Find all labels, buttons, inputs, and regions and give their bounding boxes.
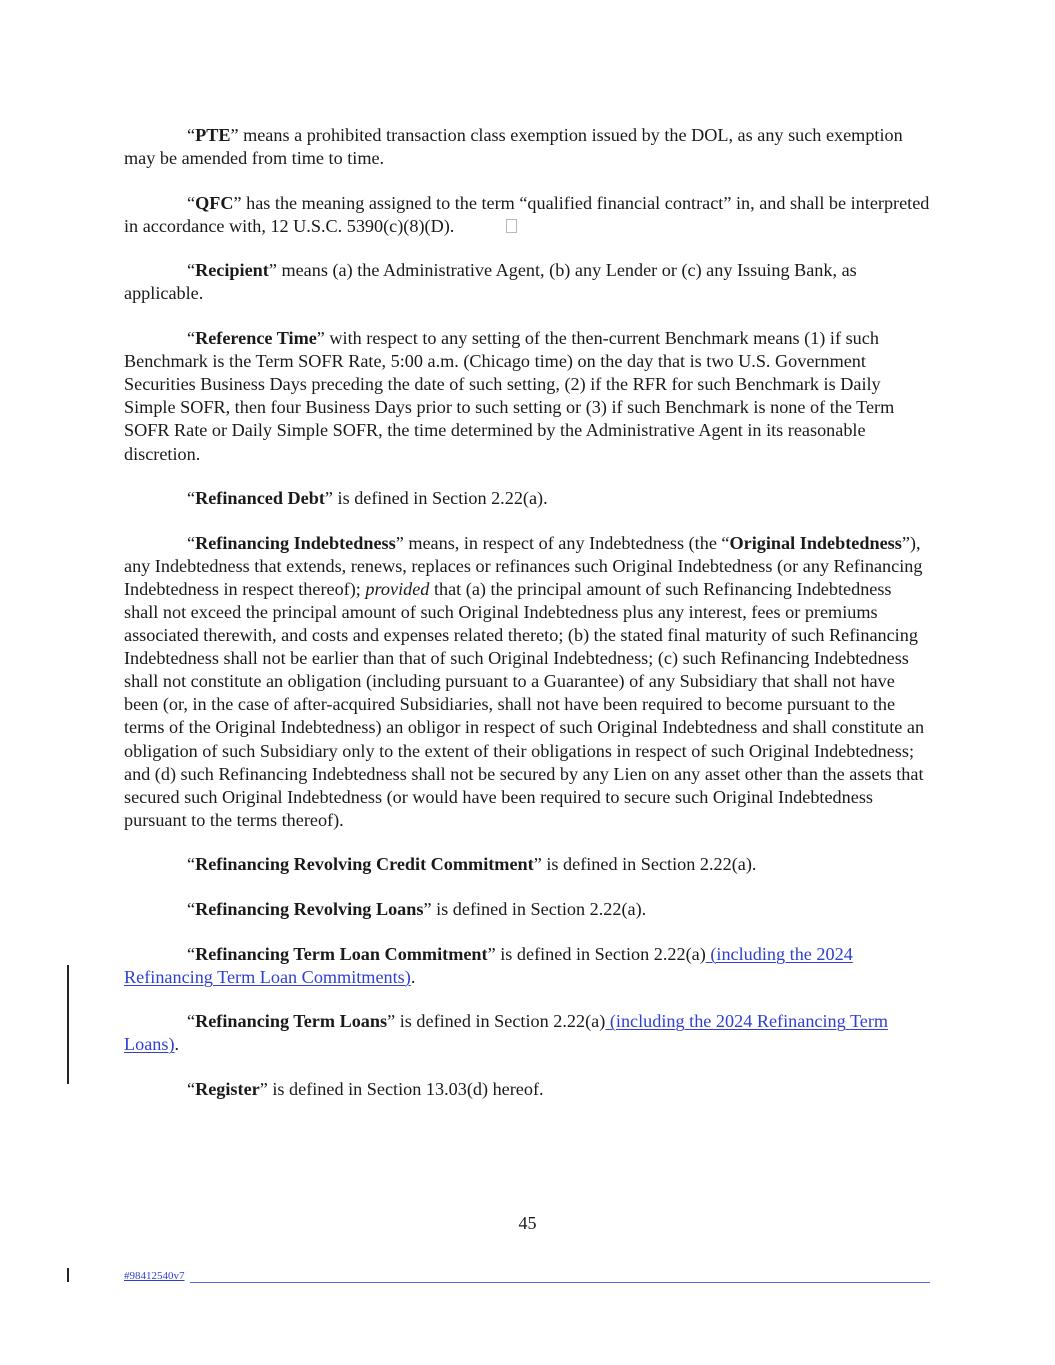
definition-refinancing-revolving-credit-commitment: “Refinancing Revolving Credit Commitment” is defined in Section 2.22(a).: [187, 854, 757, 875]
definition-text: is defined in Section 2.22(a).: [541, 854, 757, 875]
definition-text: is defined in Section 13.03(d) hereof.: [267, 1079, 544, 1099]
definition-refinancing-term-loan-commitment: “Refinancing Term Loan Commitment” is defined in Section 2.22(a) (including the 2024 Refinancing Term Loan Commitments).: [124, 943, 853, 987]
definition-text: means a prohibited transaction class exemption issued by the DOL, as any such exemption may be amended from time to time.: [124, 125, 903, 169]
definition-text: has the meaning assigned to the term “qualified financial contract” in, and shall be interpreted in accordance with, 12 U.S.C. 5390(c)(8)(D).: [124, 192, 930, 236]
definition-text: is defined in Section 2.22(a): [495, 943, 706, 964]
definition-refinancing-term-loans: “Refinancing Term Loans” is defined in Section 2.22(a) (including the 2024 Refinancing Term Loans).: [124, 1011, 889, 1055]
footer-document-id: #98412540v7: [124, 1270, 185, 1282]
definition-reference-time: “Reference Time” with respect to any setting of the then-current Benchmark means (1) if such Benchmark is the Term SOFR Rate, 5:00 a.m. (Chicago time) on the day that is two U.S. Government Securities Business Days preceding the date of such setting, (2) if the RFR for such Benchmark is Daily Simple SOFR, then four Business Days prior to such setting or (3) if such Benchmark is none of the Term SOFR Rate or Daily Simple SOFR, the time determined by the Administrative Agent in its reasonable discretion.: [124, 328, 895, 464]
defined-term: Refinanced Debt: [195, 488, 325, 509]
change-bar: [67, 1268, 69, 1282]
definition-refinanced-debt: “Refinanced Debt” is defined in Section 2.22(a).: [187, 488, 548, 509]
inserted-text: (including the 2024 Refinancing Term Loans): [124, 1011, 889, 1055]
definition-text: that (a) the principal amount of such Refinancing Indebtedness shall not exceed the principal amount of such Original Indebtedness plus any interest, fees or premiums associated therewith, and costs and expenses related thereto; (b) the stated final maturity of such Refinancing Indebtedness shall not be earlier than that of such Original Indebtedness; (c) such Refinancing Indebtedness shall not constitute an obligation (including pursuant to a Guarantee) of any Subsidiary that shall not have been (or, in the case of after-acquired Subsidiaries, shall not have been required to become pursuant to the terms of the Original Indebtedness) an obligor in respect of such Original Indebtedness and shall constitute an obligation of such Subsidiary only to the extent of their obligations in respect of such Original Indebtedness; and (d) such Refinancing Indebtedness shall not be secured by any Lien on any asset other than the assets that secured such Original Indebtedness (or would have been required to secure such Original Indebtedness pursuant to the terms thereof).: [124, 578, 925, 830]
definition-tail: .: [410, 966, 416, 987]
definition-pte: “PTE” means a prohibited transaction class exemption issued by the DOL, as any such exemption may be amended from time to time.: [124, 125, 903, 169]
definition-text: ”), any Indebtedness that extends, renews, replaces or refinances such Original Indebtedness (or any Refinancing Indebtedness in respect thereof);: [124, 532, 923, 599]
definition-text: means (a) the Administrative Agent, (b) any Lender or (c) any Issuing Bank, as applicable.: [124, 260, 857, 304]
definition-tail: .: [174, 1034, 180, 1055]
defined-term: Reference Time: [195, 328, 317, 349]
document-body: [124, 124, 930, 1123]
defined-term: Refinancing Term Loan Commitment: [195, 943, 488, 964]
definition-recipient: “Recipient” means (a) the Administrative Agent, (b) any Lender or (c) any Issuing Bank, as applicable.: [124, 260, 857, 304]
footer-underline: [190, 1282, 930, 1283]
defined-term: Refinancing Revolving Credit Commitment: [195, 854, 534, 875]
definition-text: is defined in Section 2.22(a): [395, 1011, 606, 1032]
italic-proviso: provided: [365, 578, 430, 599]
defined-term: Recipient: [195, 260, 269, 281]
defined-term: Register: [195, 1079, 260, 1099]
definition-refinancing-revolving-loans: “Refinancing Revolving Loans” is defined in Section 2.22(a).: [187, 899, 647, 920]
page-number: 45: [518, 1213, 537, 1233]
defined-term: Refinancing Indebtedness: [195, 532, 396, 553]
defined-term: Refinancing Revolving Loans: [195, 899, 424, 920]
definition-text: is defined in Section 2.22(a).: [332, 488, 548, 509]
definition-register: “Register” is defined in Section 13.03(d) hereof.: [187, 1079, 544, 1099]
definition-text: means, in respect of any Indebtedness (the “: [403, 532, 730, 553]
defined-term: PTE: [195, 125, 231, 145]
definition-text: with respect to any setting of the then-current Benchmark means (1) if such Benchmark is the Term SOFR Rate, 5:00 a.m. (Chicago time) on the day that is two U.S. Government Securities Business Days preceding the date of such setting, (2) if the RFR for such Benchmark is Daily Simple SOFR, then four Business Days prior to such setting or (3) if such Benchmark is none of the Term SOFR Rate or Daily Simple SOFR, the time determined by the Administrative Agent in its reasonable discretion.: [124, 328, 895, 464]
defined-term: QFC: [195, 192, 234, 213]
definition-qfc: “QFC” has the meaning assigned to the term “qualified financial contract” in, and shall be interpreted in accordance with, 12 U.S.C. 5390(c)(8)(D).: [124, 192, 930, 236]
definition-refinancing-indebtedness: “Refinancing Indebtedness” means, in respect of any Indebtedness (the “Original Indebtedness”), any Indebtedness that extends, renews, replaces or refinances such Original Indebtedness (or any Refinancing Indebtedness in respect thereof); provided that (a) the principal amount of such Refinancing Indebtedness shall not exceed the principal amount of such Original Indebtedness plus any interest, fees or premiums associated therewith, and costs and expenses related thereto; (b) the stated final maturity of such Refinancing Indebtedness shall not be earlier than that of such Original Indebtedness; (c) such Refinancing Indebtedness shall not constitute an obligation (including pursuant to a Guarantee) of any Subsidiary that shall not have been (or, in the case of after-acquired Subsidiaries, shall not have been required to become pursuant to the terms of the Original Indebtedness) an obligor in respect of such Original Indebtedness and shall constitute an obligation of such Subsidiary only to the extent of their obligations in respect of such Original Indebtedness; and (d) such Refinancing Indebtedness shall not be secured by any Lien on any asset other than the assets that secured such Original Indebtedness (or would have been required to secure such Original Indebtedness pursuant to the terms thereof).: [124, 532, 925, 830]
inserted-text: (including the 2024 Refinancing Term Loan Commitments): [124, 943, 853, 987]
change-bar: [67, 1006, 69, 1084]
missing-glyph-icon: [506, 219, 517, 233]
defined-sub-term: Original Indebtedness: [729, 532, 902, 553]
defined-term: Refinancing Term Loans: [195, 1011, 388, 1032]
definition-text: is defined in Section 2.22(a).: [431, 899, 647, 920]
